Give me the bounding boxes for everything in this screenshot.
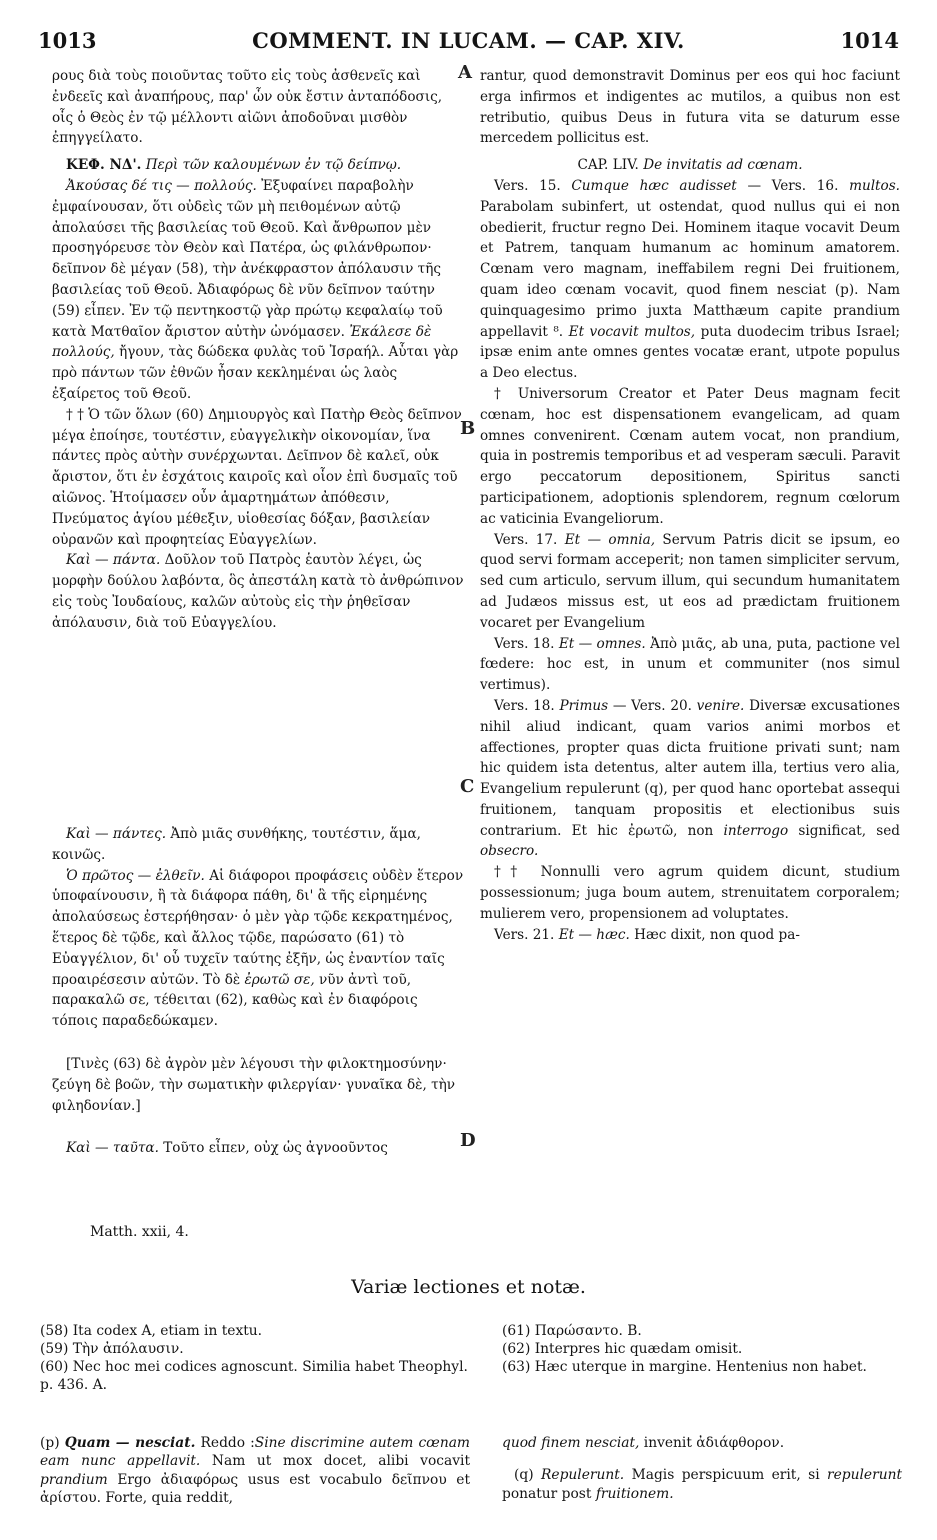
running-header xyxy=(0,28,937,62)
lemma: Ἐκάλεσε δὲ πολλούς, xyxy=(52,323,432,361)
footnote-lemma: Quam — nesciat. xyxy=(64,1434,196,1451)
lemma: Et — omnes. xyxy=(558,635,646,652)
variant-notes-right xyxy=(502,1322,902,1376)
lemma: Ἀκούσας δέ τις — πολλούς. xyxy=(66,177,257,194)
latin-chapter-heading xyxy=(480,155,900,176)
greek-paragraph xyxy=(52,866,464,1032)
footnote-text: invenit ἀδιάφθορον. xyxy=(643,1434,785,1451)
scripture-citation: Matth. xxii, 4. xyxy=(90,1224,189,1240)
latin-paragraph xyxy=(480,530,900,634)
lemma: Cumque hæc audisset xyxy=(571,177,737,194)
footnote-text: Reddo : xyxy=(200,1434,255,1451)
greek-text: † † Ὁ τῶν ὅλων (60) Δημιουργὸς καὶ Πατὴρ Θεὸς δεῖπνον μέγα ἐποίησε, τουτέστιν, εὐαγγελικὴν οἰκονομίαν, ἵνα πάντες πρὸς αὐτὴν συνέρχωνται. Δεῖπνον δὲ καλεῖ, οὐκ ἄριστον, ὅτι ἐν ἐσχάτοις καιροῖς καὶ οἷον ἐπὶ δυσμαῖς τοῦ αἰῶνος. Ἡτοίμασεν οὖν ἁμαρτημάτων ἀπόθεσιν, Πνεύματος ἁγίου μέθεξιν, υἱοθεσίας δόξαν, βασιλείαν οὐρανῶν καὶ προφητείας Εὐαγγελίων. xyxy=(52,406,462,548)
greek-column-lower xyxy=(52,824,464,1159)
running-title: COMMENT. IN LUCAM. — CAP. XIV. xyxy=(252,28,685,53)
verse-ref: Vers. 18. xyxy=(494,635,555,652)
greek-paragraph xyxy=(52,176,464,405)
lemma: ἐρωτῶ σε, xyxy=(244,971,315,988)
lemma: Et — hæc. xyxy=(558,926,630,943)
footnote-text: Ergo ἀδιαφόρως usus est vocabulo δεῖπνου et ἀρίστου. Forte, quia reddit, xyxy=(40,1471,470,1507)
margin-marker-c: C xyxy=(460,776,475,797)
variant-note: (61) Παρώσαντο. B. xyxy=(502,1323,642,1339)
variant-notes-left xyxy=(40,1322,470,1394)
footnote-italic: fruitionem. xyxy=(595,1485,674,1502)
chapter-title: De invitatis ad cœnam. xyxy=(643,157,803,174)
latin-paragraph xyxy=(480,66,900,149)
greek-paragraph xyxy=(52,1054,464,1116)
footnote-italic: prandium xyxy=(40,1471,108,1488)
lemma: Καὶ — πάντα. xyxy=(66,552,161,569)
lemma: obsecro. xyxy=(480,843,539,860)
greek-paragraph xyxy=(52,824,464,866)
footnote-p-text xyxy=(40,1434,470,1508)
footnote-q xyxy=(502,1466,902,1503)
verse-ref: Vers. 15. xyxy=(494,177,561,194)
lemma: Ὁ πρῶτος — ἐλθεῖν. xyxy=(66,867,205,884)
latin-paragraph xyxy=(480,696,900,862)
variant-note: (63) Hæc uterque in margine. Hentenius non habet. xyxy=(502,1359,867,1375)
margin-marker-d: D xyxy=(460,1130,476,1151)
greek-text: ἤγουν, τὰς δώδεκα φυλὰς τοῦ Ἰσραήλ. Αὗται γὰρ πρὸ πάντων τῶν ἐθνῶν ἦσαν κεκλημέναι ὡς λαὸς ἐξαίρετος τοῦ Θεοῦ. xyxy=(52,344,459,402)
lemma: Et — omnia, xyxy=(564,531,656,548)
variant-note: (60) Nec hoc mei codices agnoscunt. Similia habet Theophyl. p. 436. A. xyxy=(40,1359,468,1393)
footnote-text: Nam ut mox docet, alibi vocavit xyxy=(211,1453,470,1470)
footnote-italic: quod finem nesciat, xyxy=(502,1434,640,1451)
latin-paragraph xyxy=(480,634,900,696)
variant-note: (58) Ita codex A, etiam in textu. xyxy=(40,1323,263,1339)
latin-text: significat, sed xyxy=(798,822,901,839)
lemma: Primus xyxy=(559,697,609,714)
lemma: Καὶ — πάντες. xyxy=(66,826,167,842)
greek-paragraph xyxy=(52,1138,464,1159)
variae-lectiones-heading: Variæ lectiones et notæ. xyxy=(351,1276,586,1298)
footnote-p-continued xyxy=(502,1434,902,1453)
greek-text: Ἀπὸ μιᾶς συνθήκης, τουτέστιν, ἅμα, κοινῶς. xyxy=(52,826,422,863)
latin-paragraph xyxy=(480,176,900,384)
lemma: Et vocavit multos, xyxy=(568,323,696,340)
lemma: multos. xyxy=(849,177,900,194)
greek-text: Δοῦλον τοῦ Πατρὸς ἑαυτὸν λέγει, ὡς μορφὴν δούλου λαβόντα, ὃς ἀπεστάλη κατὰ τὸ ἀνθρώπινον εἰς τοὺς Ἰουδαίους, καλῶν αὐτοὺς εἰς τὴν ῥηθεῖσαν ἀπόλαυσιν, διὰ τοῦ Εὐαγγελίου. xyxy=(52,552,464,631)
chapter-number: CAP. LIV. xyxy=(577,157,639,174)
latin-paragraph xyxy=(480,384,900,530)
footnote-text: Magis perspicuum erit, si xyxy=(631,1467,820,1484)
greek-chapter-heading xyxy=(52,155,464,176)
latin-paragraph xyxy=(480,862,900,924)
variant-note: (62) Interpres hic quædam omisit. xyxy=(502,1341,743,1357)
verse-ref: Vers. 18. xyxy=(494,697,555,714)
latin-text: † Universorum Creator et Pater Deus magnam fecit cœnam, hoc est dispensationem evangelicam, ad quam omnes convenirent. Cœnam autem vocat, non prandium, quia in postremis temporibus et ad vesperam sæculi. Paravit ergo peccatorum depositionem, Spiritus sancti participationem, adoptionis splendorem, regnum cœlorum ac vaticinia Evangeliorum. xyxy=(480,385,900,527)
latin-text: Diversæ excusationes nihil aliud indicant, quam varios animi morbos et affectiones, propter quas dicta fruitione privati sunt; nam hic quidem ista detentus, alter autem illa, tertius vero alia, Evangelium repulerunt (q), per quod hanc oportebat assequi fruitionem, tanquam propositis et electionibus suis contrarium. Et hic ἐρωτῶ, non xyxy=(480,697,900,839)
greek-text: Τοῦτο εἶπεν, οὐχ ὡς ἀγνοοῦντος xyxy=(163,1140,388,1157)
footnote-label: (q) xyxy=(514,1467,534,1484)
greek-text: Ἐξυφαίνει παραβολὴν ἐμφαίνουσαν, ὅτι οὐδεὶς τῶν μὴ πειθομένων αὐτῷ ἀπολαύσει τῆς βασιλείας τοῦ Θεοῦ. Καὶ ἄνθρωπον μὲν προσηγόρευσε τὸν Θεὸν καὶ Πατέρα, ὡς φιλάνθρωπον· δεῖπνον δὲ μέγαν (58), τὴν ἀνέκφραστον ἀπόλαυσιν τῆς βασιλείας τοῦ Θεοῦ. Ἀδιαφόρως δὲ νῦν δεῖπνον ταύτην (59) εἶπεν. Ἐν τῷ πεντηκοστῷ γὰρ πρώτῳ κεφαλαίῳ τοῦ κατὰ Ματθαῖον ἄριστον αὐτὴν ὠνόμασεν. xyxy=(52,177,443,340)
greek-text: ρους διὰ τοὺς ποιοῦντας τοῦτο εἰς τοὺς ἀσθενεῖς καὶ ἐνδεεῖς καὶ ἀναπήρους, παρ' ὧν οὐκ ἔστιν ἀνταπόδοσις, οἷς ὁ Θεὸς ἐν τῷ μέλλοντι αἰῶνι ἀποδοῦναι μισθὸν ἐπηγγείλατο. xyxy=(52,68,443,147)
verse-ref: Vers. 17. xyxy=(494,531,558,548)
latin-text: Parabolam subinfert, ut ostendat, quod nullus qui ei non obedierit, fructur regno Dei. Hominem itaque vocavit Deum et Patrem, tanquam humanum ac hominum amatorem. Cœnam vero magnam, ineffabilem regni Dei fruitionem, quam ideo cœnam vocavit, quod finem nesciat (p). Nam quinquagesimo primo juxta Matthæum capite prandium appellavit ⁸. xyxy=(480,198,900,340)
greek-text: Αἱ διάφοροι προφάσεις οὐδὲν ἕτερον ὑποφαίνουσιν, ἢ τὰ διάφορα πάθη, δι' ἃ τῆς εἰρημένης ἀπολαύσεως ἐστερήθησαν· ὁ μὲν γὰρ τῷδε κεκρατημένος, ἕτερος δὲ τῷδε, καὶ ἄλλος τῷδε, παρώσατο (61) τὸ Εὐαγγέλιον, δι' οὗ τυχεῖν ταύτης ἐξῆν, ὡς ἐναντίον ταῖς προαιρέσεσιν αὐτῶν. Τὸ δὲ xyxy=(52,867,464,988)
page-number-left: 1013 xyxy=(38,28,97,53)
latin-text: Hæc dixit, non quod pa- xyxy=(634,926,800,943)
latin-text: Ἀπὸ μιᾶς, ab una, puta, pactione vel fœdere: hoc est, in unum et communiter (nos simul vertimus). xyxy=(480,635,901,694)
footnote-lemma: Repulerunt. xyxy=(541,1467,625,1484)
footnote-italic: repulerunt xyxy=(827,1467,903,1484)
verse-ref: — Vers. 20. xyxy=(612,697,692,714)
greek-paragraph xyxy=(52,550,464,633)
latin-paragraph xyxy=(480,925,900,946)
variant-note: (59) Τὴν ἀπόλαυσιν. xyxy=(40,1341,184,1357)
page-number-right: 1014 xyxy=(840,28,899,53)
greek-text: νῦν ἀντὶ τοῦ, παρακαλῶ σε, τέθειται (62), καθὼς καὶ ἐν διαφόροις τόποις παραδεδώκαμεν. xyxy=(52,971,418,1030)
latin-text: Servum Patris dicit se ipsum, eo quod servi formam acceperit; non tamen simpliciter servum, sed cum articulo, servum illum, qui secundum humanitatem ad Judæos missus est, ut eos ad prædictam fruitionem vocaret per Evangelium xyxy=(480,531,900,631)
margin-marker-a: A xyxy=(458,62,472,83)
chapter-title: Περὶ τῶν καλουμένων ἐν τῷ δείπνῳ. xyxy=(145,157,402,174)
verse-ref: Vers. 21. xyxy=(494,926,555,943)
greek-paragraph xyxy=(52,66,464,149)
footnote-text: ponatur post xyxy=(502,1485,592,1502)
margin-marker-b: B xyxy=(460,418,476,439)
chapter-number: ΚΕΦ. ΝΔ'. xyxy=(66,157,142,174)
verse-ref: — Vers. 16. xyxy=(747,177,839,194)
footnote-label: (p) xyxy=(40,1434,60,1451)
lemma: Καὶ — ταῦτα. xyxy=(66,1140,159,1157)
lemma: venire. xyxy=(696,697,745,714)
lemma: interrogo xyxy=(723,822,789,839)
latin-text: †† Nonnulli vero agrum quidem dicunt, studium possessionum; juga boum autem, strenuitatem corporalem; mulierem vero, propensionem ad voluptates. xyxy=(480,864,900,922)
latin-column xyxy=(480,66,900,945)
footnote-italic: Sine discrimine autem cœnam eam nunc appellavit. xyxy=(40,1434,471,1470)
greek-text: [Τινὲς (63) δὲ ἀγρὸν μὲν λέγουσι τὴν φιλοκτημοσύνην· ζεύγη δὲ βοῶν, τὴν σωματικὴν φιλεργίαν· γυναῖκα δὲ, τὴν φιληδονίαν.] xyxy=(52,1055,456,1114)
latin-text: puta duodecim tribus Israel; ipsæ enim ante omnes gentes vocatæ erant, utpote populus a Deo electus. xyxy=(480,323,901,382)
latin-text: rantur, quod demonstravit Dominus per eos qui hoc faciunt erga infirmos et indigentes ac mutilos, a quibus non est retributio, quibus Deus in futura vita se daturum esse mercedem pollicitus est. xyxy=(480,68,900,147)
footnote-continued xyxy=(502,1420,902,1517)
greek-paragraph xyxy=(52,405,464,551)
greek-column xyxy=(52,66,464,634)
footnote-p xyxy=(40,1420,470,1522)
